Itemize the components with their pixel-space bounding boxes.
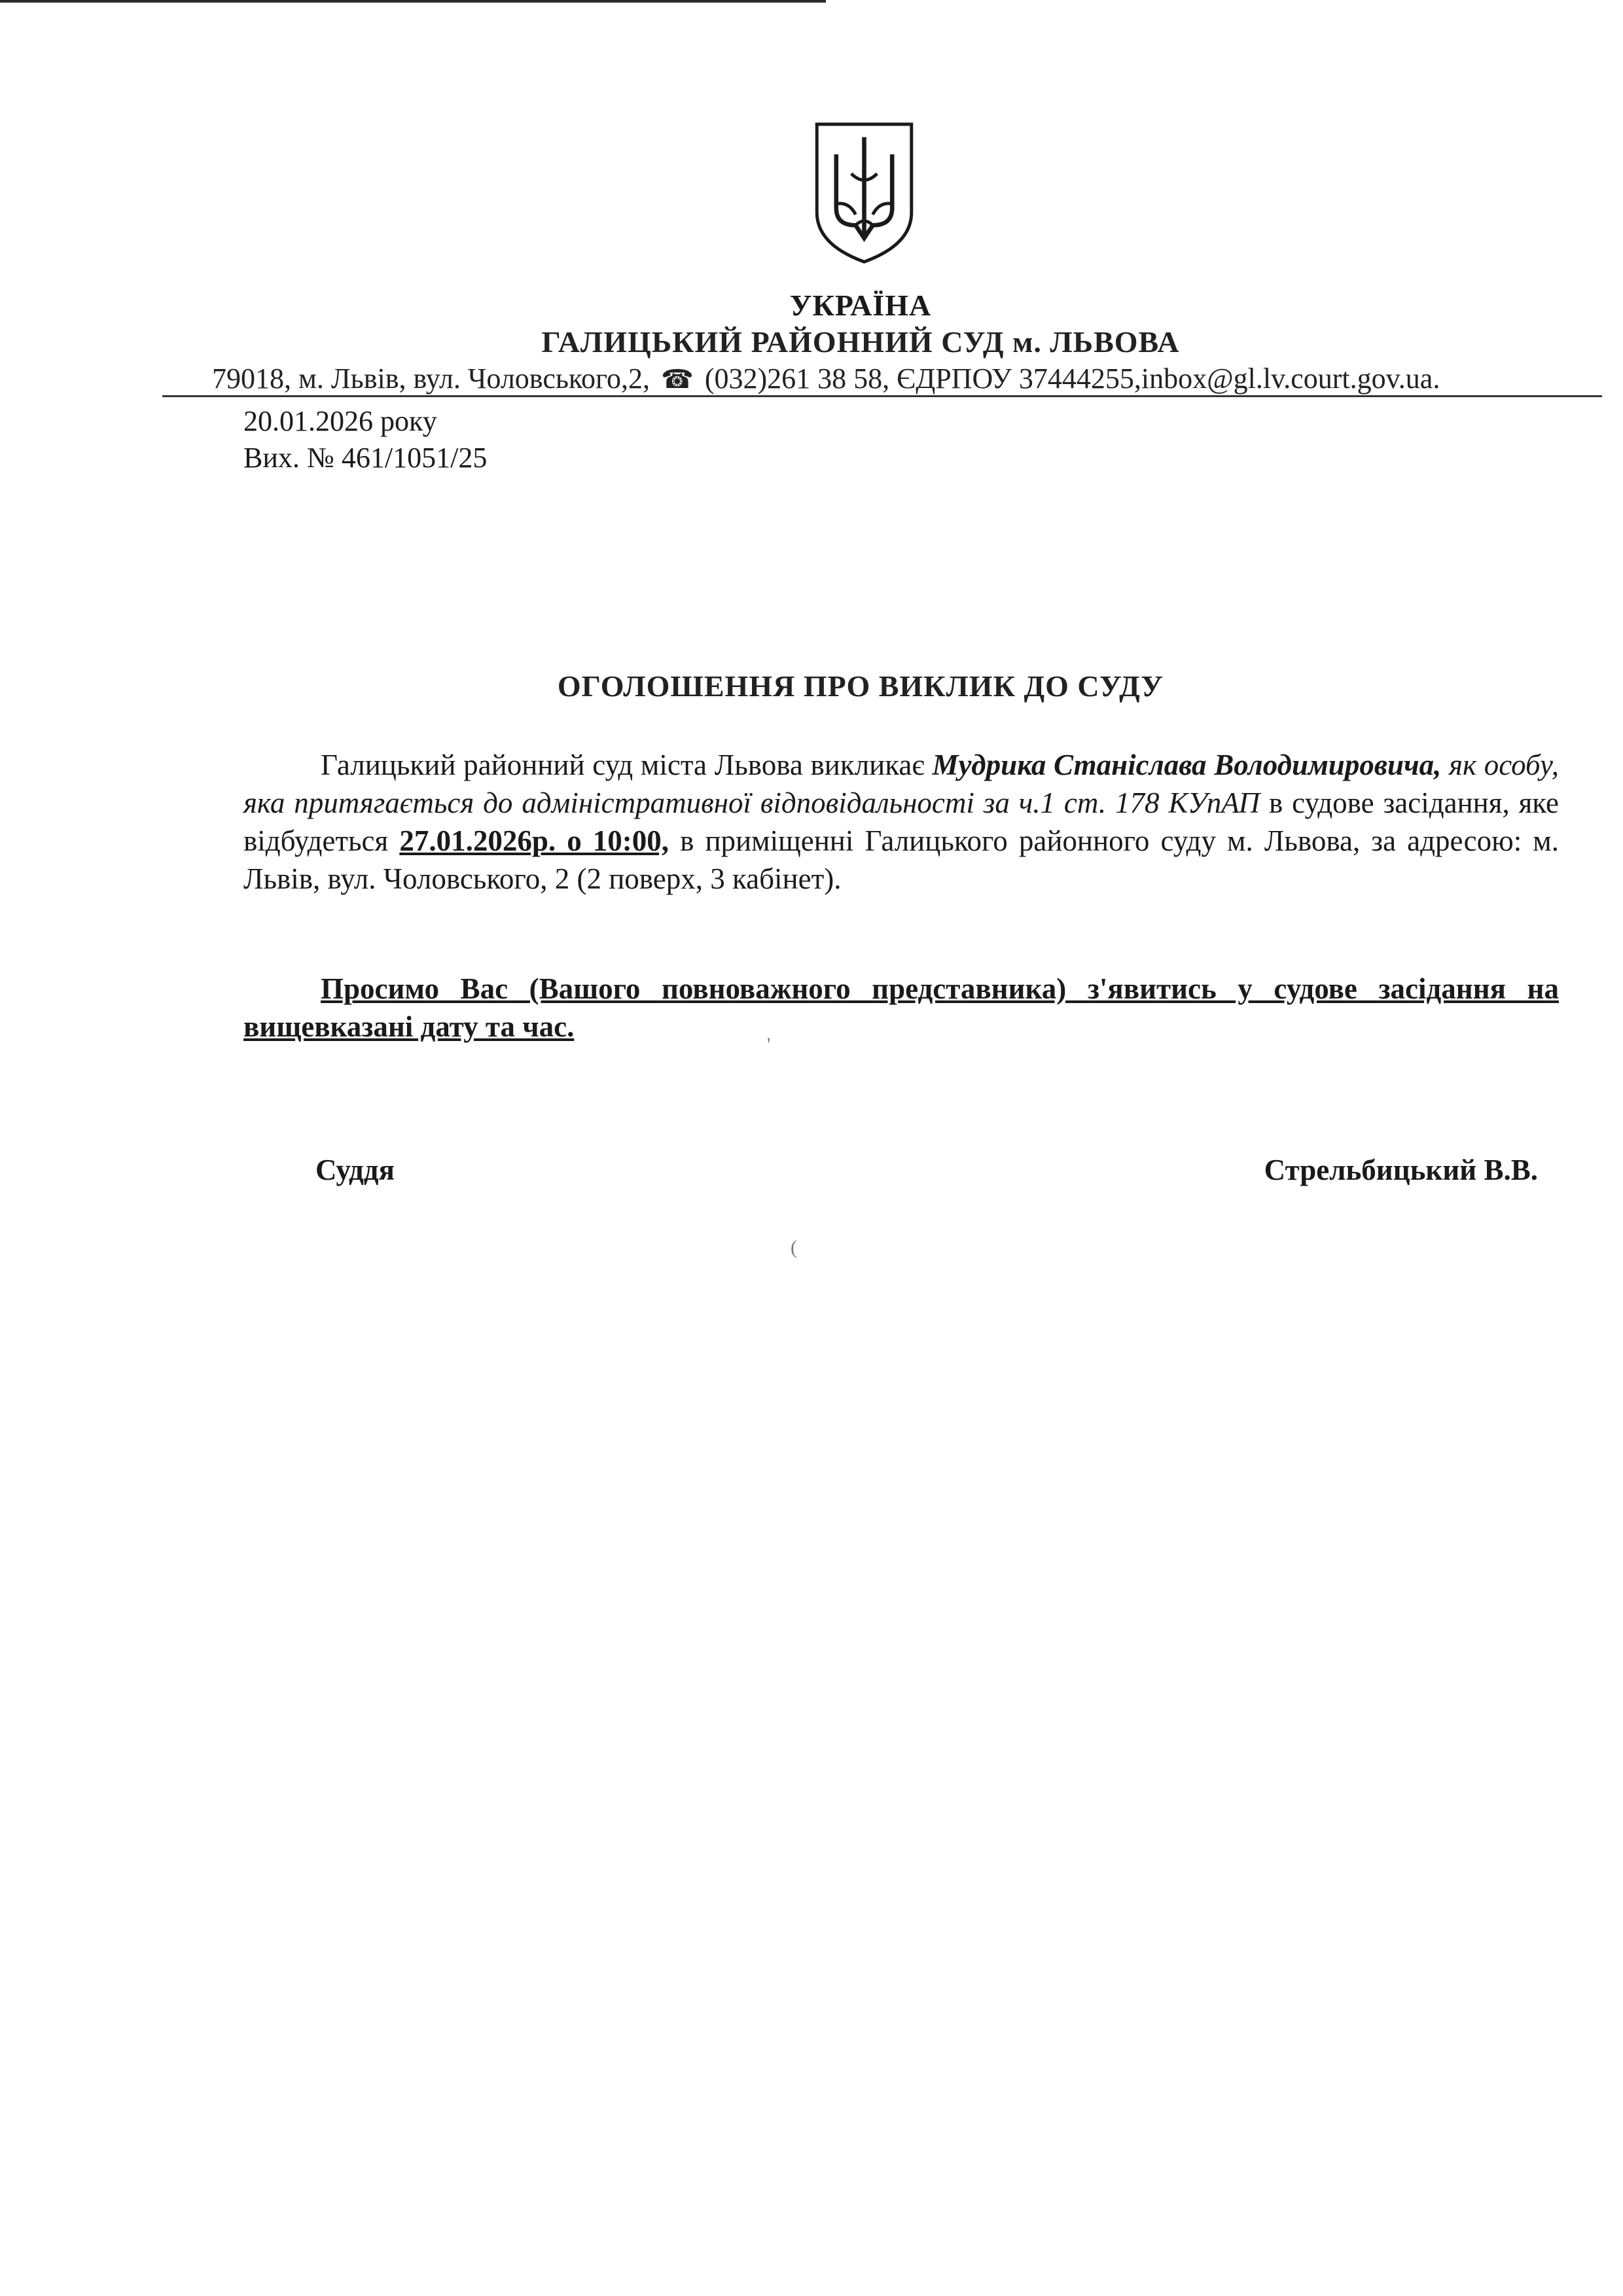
summons-paragraph xyxy=(243,746,1559,898)
address-text: 79018, м. Львів, вул. Чоловського,2, xyxy=(212,362,651,395)
judge-name: Стрельбицький В.В. xyxy=(1264,1154,1538,1186)
document-title: ОГОЛОШЕННЯ ПРО ВИКЛИК ДО СУДУ xyxy=(557,669,1164,703)
hearing-location: в приміщенні Галицького районного суду м. Львова, за адресою: м. Львів, вул. Чоловського, 2 (2 поверх, 3 кабінет). xyxy=(243,824,1560,895)
header-divider xyxy=(162,395,1602,397)
court-address-line xyxy=(212,362,1440,395)
scan-edge-line xyxy=(0,0,826,3)
hearing-datetime: 27.01.2026р. о 10:00, xyxy=(399,824,669,857)
scan-speck: ( xyxy=(791,1237,797,1258)
appearance-request: Просимо Вас (Вашого повноважного представника) з'явитись у судове засідання на вищевказані дату та час. xyxy=(243,972,1559,1043)
document-date: 20.01.2026 року xyxy=(243,405,437,437)
telephone-icon: ☎ xyxy=(661,364,694,394)
outgoing-number: Вих. № 461/1051/25 xyxy=(243,442,488,474)
court-name-heading: ГАЛИЦЬКИЙ РАЙОННИЙ СУД м. ЛЬВОВА xyxy=(541,325,1180,359)
coat-of-arms-trident-icon xyxy=(810,118,918,268)
scan-speck: ' xyxy=(767,1034,771,1055)
summoned-person-name: Мудрика Станіслава Володимировича, xyxy=(932,749,1442,781)
summons-middle: в судове засідання, яке відбудеться xyxy=(243,786,1560,857)
summoned-person-role: як особу, яка притягається до адміністративної відповідальності за ч.1 ст. 178 КУпАП xyxy=(243,749,1559,819)
summons-intro: Галицький районний суд міста Львова викликає xyxy=(321,749,925,781)
country-heading: УКРАЇНА xyxy=(789,289,932,322)
contact-details: (032)261 38 58, ЄДРПОУ 37444255,inbox@gl.lv.court.gov.ua. xyxy=(704,362,1440,395)
judge-label: Суддя xyxy=(315,1154,395,1186)
